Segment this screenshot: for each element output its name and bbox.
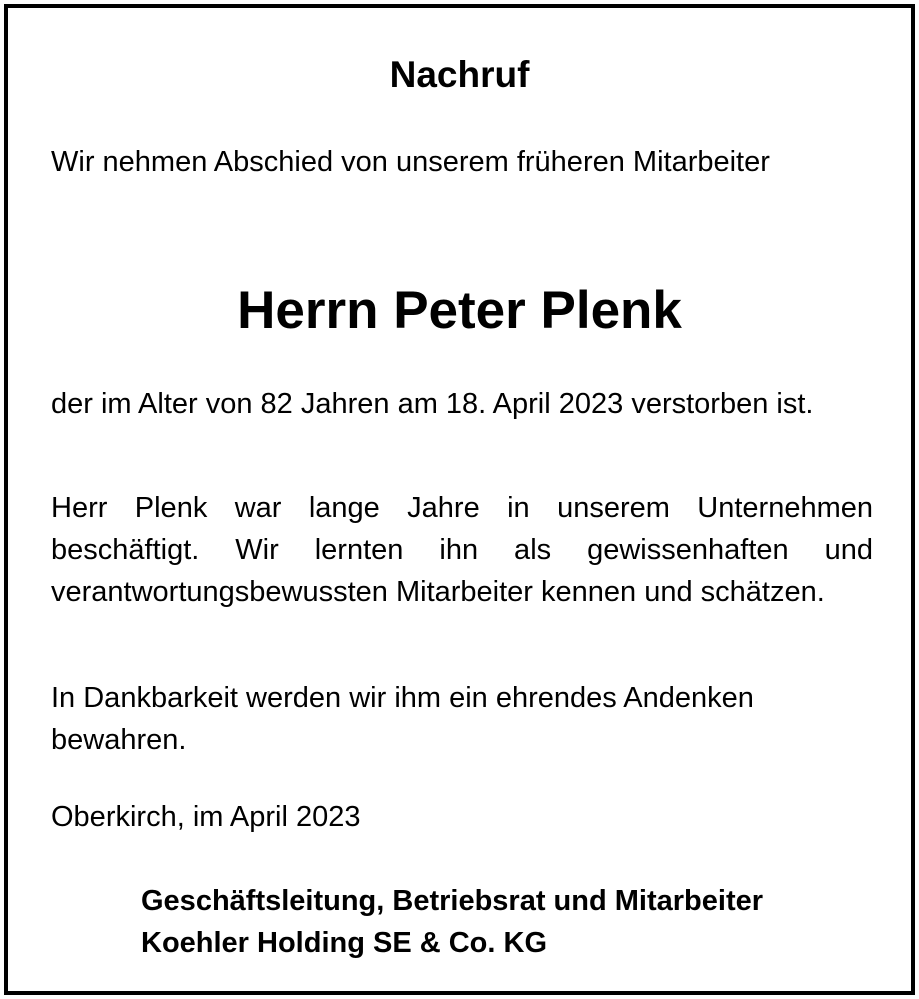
place-date: Oberkirch, im April 2023 [51,801,361,833]
notice-title: Nachruf [389,54,530,95]
tribute-paragraph: Herr Plenk war lange Jahre in unserem Unternehmen beschäftigt. Wir lernten ihn als gewissenhaften und verantwortungsbewussten Mitarbeiter kennen und schätzen. [51,492,873,608]
remembrance-paragraph: In Dankbarkeit werden wir ihm ein ehrendes Andenken bewahren. [51,682,754,756]
deceased-name: Herrn Peter Plenk [237,281,682,340]
signature-line-1: Geschäftsleitung, Betriebsrat und Mitarbeiter [141,885,764,917]
death-info-paragraph: der im Alter von 82 Jahren am 18. April 2023 verstorben ist. [51,388,814,420]
obituary-notice [4,4,915,995]
signature-line-2: Koehler Holding SE & Co. KG [141,927,548,959]
intro-text: Wir nehmen Abschied von unserem früheren Mitarbeiter [51,146,770,178]
signature-block [141,880,763,964]
